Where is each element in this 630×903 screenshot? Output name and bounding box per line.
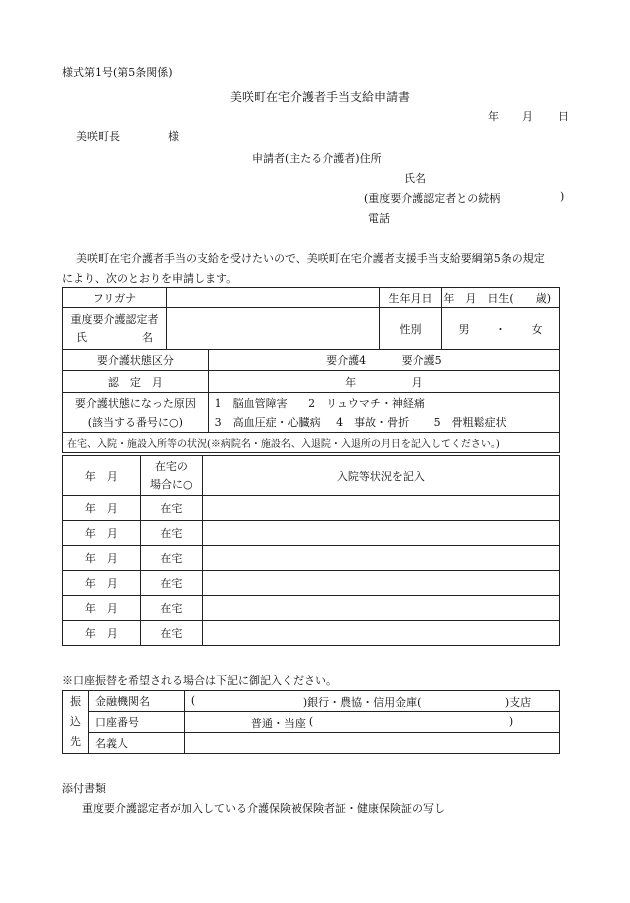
transfer-label-2: 込 — [69, 715, 81, 728]
col-home-2: 場合に○ — [150, 477, 193, 491]
cause-option-5[interactable]: 5 骨粗鬆症状 — [433, 415, 507, 429]
row-detail[interactable] — [202, 596, 559, 621]
attachments-item: 重度要介護認定者が加入している介護保険被保険者証・健康保険証の写し — [82, 802, 445, 815]
account-label: 口座番号 — [88, 712, 184, 733]
person-name-label-1: 重度要介護認定者 — [70, 312, 159, 326]
row-home[interactable]: 在宅 — [140, 596, 202, 621]
table-row — [63, 546, 560, 571]
intro-line-2: により、次のとおりを申請します。 — [62, 272, 238, 285]
cert-month: 月 — [411, 375, 423, 389]
cause-option-1[interactable]: 1 脳血管障害 — [214, 396, 288, 410]
table-row — [63, 521, 560, 546]
transfer-label-3: 先 — [69, 735, 81, 748]
cause-option-3[interactable]: 3 高血圧症・心臓病 — [214, 415, 321, 429]
relationship-label: (重度要介護認定者との続柄 — [364, 192, 501, 205]
applicant-address-label: 申請者(主たる介護者)住所 — [252, 152, 382, 165]
table-row — [63, 596, 560, 621]
row-year-month[interactable]: 年 月 — [63, 496, 141, 521]
person-name-field[interactable] — [166, 308, 379, 350]
applicant-info-table — [62, 287, 560, 453]
account-close: ) — [508, 715, 514, 728]
applicant-name-label: 氏名 — [404, 172, 426, 185]
transfer-label-1: 振 — [69, 695, 81, 708]
intro-line-1: 美咲町在宅介護者手当の支給を受けたいので、美咲町在宅介護者支援手当支給要綱第5条の規定 — [76, 252, 545, 265]
institution-branch: )支店 — [504, 696, 532, 709]
care-level-4[interactable]: 要介護4 — [326, 354, 367, 367]
gender-separator: ・ — [494, 322, 506, 336]
addressee: 美咲町長 — [76, 130, 120, 143]
account-types[interactable]: 普通・当座 — [250, 717, 306, 730]
gender-label: 性別 — [380, 308, 442, 350]
cause-options[interactable] — [208, 393, 559, 433]
row-detail[interactable] — [202, 496, 559, 521]
row-year-month[interactable]: 年 月 — [63, 571, 141, 596]
row-home[interactable]: 在宅 — [140, 571, 202, 596]
care-level-field[interactable] — [208, 350, 559, 371]
bank-note: ※口座振替を希望される場合は下記に御記入ください。 — [62, 674, 337, 687]
date-month-label: 月 — [522, 110, 533, 123]
person-name-label-2: 氏 名 — [75, 330, 153, 344]
status-table — [62, 455, 560, 646]
cause-option-4[interactable]: 4 事故・骨折 — [336, 415, 410, 429]
table-row — [63, 496, 560, 521]
care-level-5[interactable]: 要介護5 — [401, 354, 442, 367]
cert-month-label: 認 定 月 — [63, 371, 209, 393]
status-note: 在宅、入院・施設入所等の状況(※病院名・施設名、入退院・入退所の月日を記入してください。) — [63, 433, 560, 453]
date-day-label: 日 — [558, 110, 569, 123]
row-detail[interactable] — [202, 621, 559, 646]
cause-option-2[interactable]: 2 リュウマチ・神経痛 — [308, 396, 425, 410]
table-row — [63, 571, 560, 596]
cause-label — [63, 393, 209, 433]
row-detail[interactable] — [202, 571, 559, 596]
transfer-destination-label — [63, 691, 89, 754]
col-year-month: 年 月 — [63, 456, 141, 496]
gender-female[interactable]: 女 — [531, 322, 543, 336]
care-level-label: 要介護状態区分 — [63, 350, 209, 371]
furigana-field[interactable] — [166, 288, 379, 308]
cert-month-field[interactable] — [208, 371, 559, 393]
row-year-month[interactable]: 年 月 — [63, 596, 141, 621]
addressee-honorific: 様 — [168, 130, 179, 143]
holder-label: 名義人 — [88, 733, 184, 754]
holder-field[interactable] — [184, 733, 559, 754]
institution-types[interactable]: )銀行・農協・信用金庫( — [302, 696, 422, 709]
institution-field[interactable] — [184, 691, 559, 712]
row-year-month[interactable]: 年 月 — [63, 521, 141, 546]
institution-label: 金融機関名 — [88, 691, 184, 712]
relationship-close: ) — [560, 190, 565, 203]
gender-male[interactable]: 男 — [458, 322, 470, 336]
cause-label-1: 要介護状態になった原因 — [74, 396, 196, 410]
row-home[interactable]: 在宅 — [140, 496, 202, 521]
page-title: 美咲町在宅介護者手当支給申請書 — [230, 90, 411, 104]
row-detail[interactable] — [202, 546, 559, 571]
row-home[interactable]: 在宅 — [140, 546, 202, 571]
furigana-label: フリガナ — [63, 288, 167, 308]
account-open: ( — [308, 715, 314, 728]
row-home[interactable]: 在宅 — [140, 621, 202, 646]
form-number: 様式第1号(第5条関係) — [62, 66, 173, 79]
cert-year: 年 — [345, 375, 357, 389]
table-row — [63, 621, 560, 646]
institution-open: ( — [190, 694, 196, 707]
attachments-title: 添付書類 — [62, 782, 106, 795]
col-home — [140, 456, 202, 496]
birth-label: 生年月日 — [380, 288, 442, 308]
col-home-1: 在宅の — [154, 459, 188, 473]
birth-field[interactable]: 年 月 日生( 歳) — [441, 288, 559, 308]
row-year-month[interactable]: 年 月 — [63, 621, 141, 646]
account-field[interactable] — [184, 712, 559, 733]
bank-table — [62, 690, 560, 754]
cause-label-2: (該当する番号に○) — [87, 415, 183, 429]
gender-field[interactable] — [441, 308, 559, 350]
row-home[interactable]: 在宅 — [140, 521, 202, 546]
phone-label: 電話 — [368, 212, 390, 225]
row-year-month[interactable]: 年 月 — [63, 546, 141, 571]
person-name-label — [63, 308, 167, 350]
row-detail[interactable] — [202, 521, 559, 546]
col-detail: 入院等状況を記入 — [202, 456, 559, 496]
date-year-label: 年 — [488, 110, 499, 123]
